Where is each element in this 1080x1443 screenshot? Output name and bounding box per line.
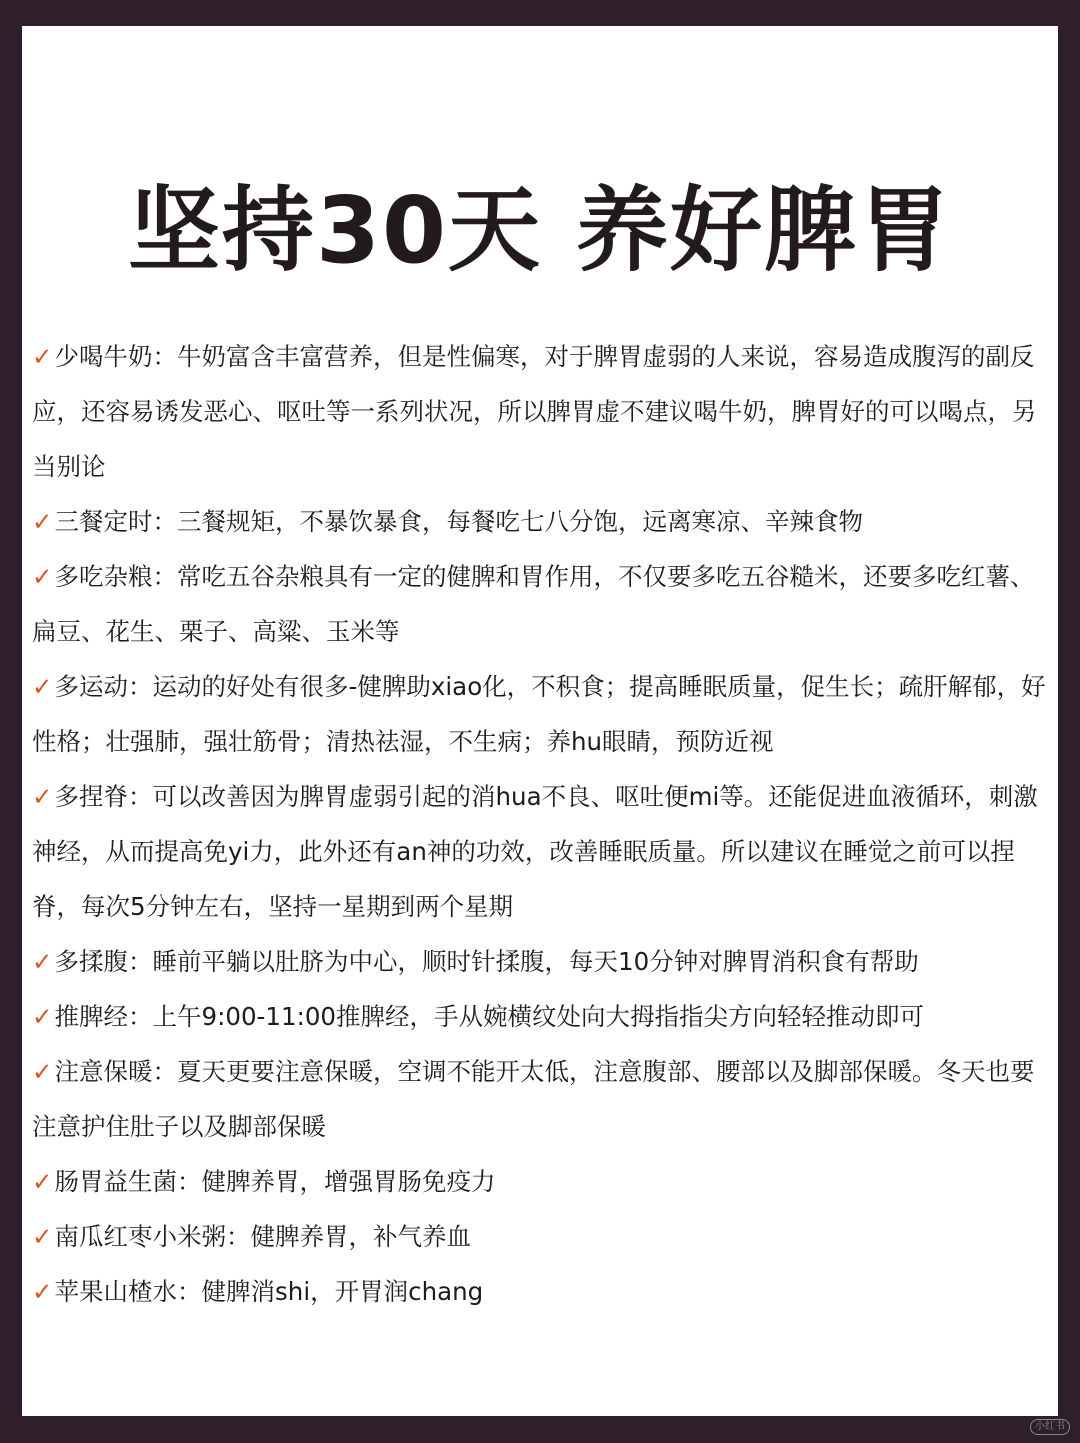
list-item xyxy=(32,659,1052,769)
list-item xyxy=(32,769,1052,934)
item-text: 多运动：运动的好处有很多-健脾助xiao化，不积食；提高睡眠质量，促生长；疏肝解郁，好性格；壮强肺，强壮筋骨；清热祛湿，不生病；养hu眼睛，预防近视 xyxy=(32,672,1046,756)
check-icon: ✓ xyxy=(32,1002,53,1031)
list-item xyxy=(32,934,1052,989)
item-text: 肠胃益生菌：健脾养胃，增强胃肠免疫力 xyxy=(54,1167,496,1196)
check-icon: ✓ xyxy=(32,1277,53,1306)
list-item xyxy=(32,1044,1052,1154)
watermark-logo: 小红书 xyxy=(1030,1419,1070,1435)
item-text: 多揉腹：睡前平躺以肚脐为中心，顺时针揉腹，每天10分钟对脾胃消积食有帮助 xyxy=(54,947,919,976)
list-item xyxy=(32,1209,1052,1264)
list-item xyxy=(32,989,1052,1044)
list-item xyxy=(32,329,1052,494)
check-icon: ✓ xyxy=(32,782,53,811)
check-icon: ✓ xyxy=(32,1222,53,1251)
check-icon: ✓ xyxy=(32,1057,53,1086)
check-icon: ✓ xyxy=(32,672,53,701)
item-text: 推脾经：上午9:00-11:00推脾经，手从婉横纹处向大拇指指尖方向轻轻推动即可 xyxy=(54,1002,924,1031)
list-item xyxy=(32,1264,1052,1319)
item-text: 注意保暖：夏天更要注意保暖，空调不能开太低，注意腹部、腰部以及脚部保暖。冬天也要注意护住肚子以及脚部保暖 xyxy=(32,1057,1035,1141)
check-icon: ✓ xyxy=(32,1167,53,1196)
list-item xyxy=(32,549,1052,659)
item-text: 三餐定时：三餐规矩，不暴饮暴食，每餐吃七八分饱，远离寒凉、辛辣食物 xyxy=(54,507,864,536)
content-card xyxy=(22,26,1058,1416)
item-text: 多吃杂粮：常吃五谷杂粮具有一定的健脾和胃作用，不仅要多吃五谷糙米，还要多吃红薯、扁豆、花生、栗子、高粱、玉米等 xyxy=(32,562,1035,646)
tips-list xyxy=(32,329,1052,1319)
page-title: 坚持30天 养好脾胃 xyxy=(127,177,953,284)
check-icon: ✓ xyxy=(32,562,53,591)
list-item xyxy=(32,1154,1052,1209)
check-icon: ✓ xyxy=(32,947,53,976)
list-item xyxy=(32,494,1052,549)
item-text: 多捏脊：可以改善因为脾胃虚弱引起的消hua不良、呕吐便mi等。还能促进血液循环，刺激神经，从而提高免yi力，此外还有an神的功效，改善睡眠质量。所以建议在睡觉之前可以捏脊，每次5分钟左右，坚持一星期到两个星期 xyxy=(32,782,1038,921)
item-text: 南瓜红枣小米粥：健脾养胃，补气养血 xyxy=(54,1222,472,1251)
check-icon: ✓ xyxy=(32,507,53,536)
item-text: 苹果山楂水：健脾消shi，开胃润chang xyxy=(54,1277,484,1306)
check-icon: ✓ xyxy=(32,342,53,371)
item-text: 少喝牛奶：牛奶富含丰富营养，但是性偏寒，对于脾胃虚弱的人来说，容易造成腹泻的副反应，还容易诱发恶心、呕吐等一系列状况，所以脾胃虚不建议喝牛奶，脾胃好的可以喝点，另当别论 xyxy=(32,342,1037,481)
